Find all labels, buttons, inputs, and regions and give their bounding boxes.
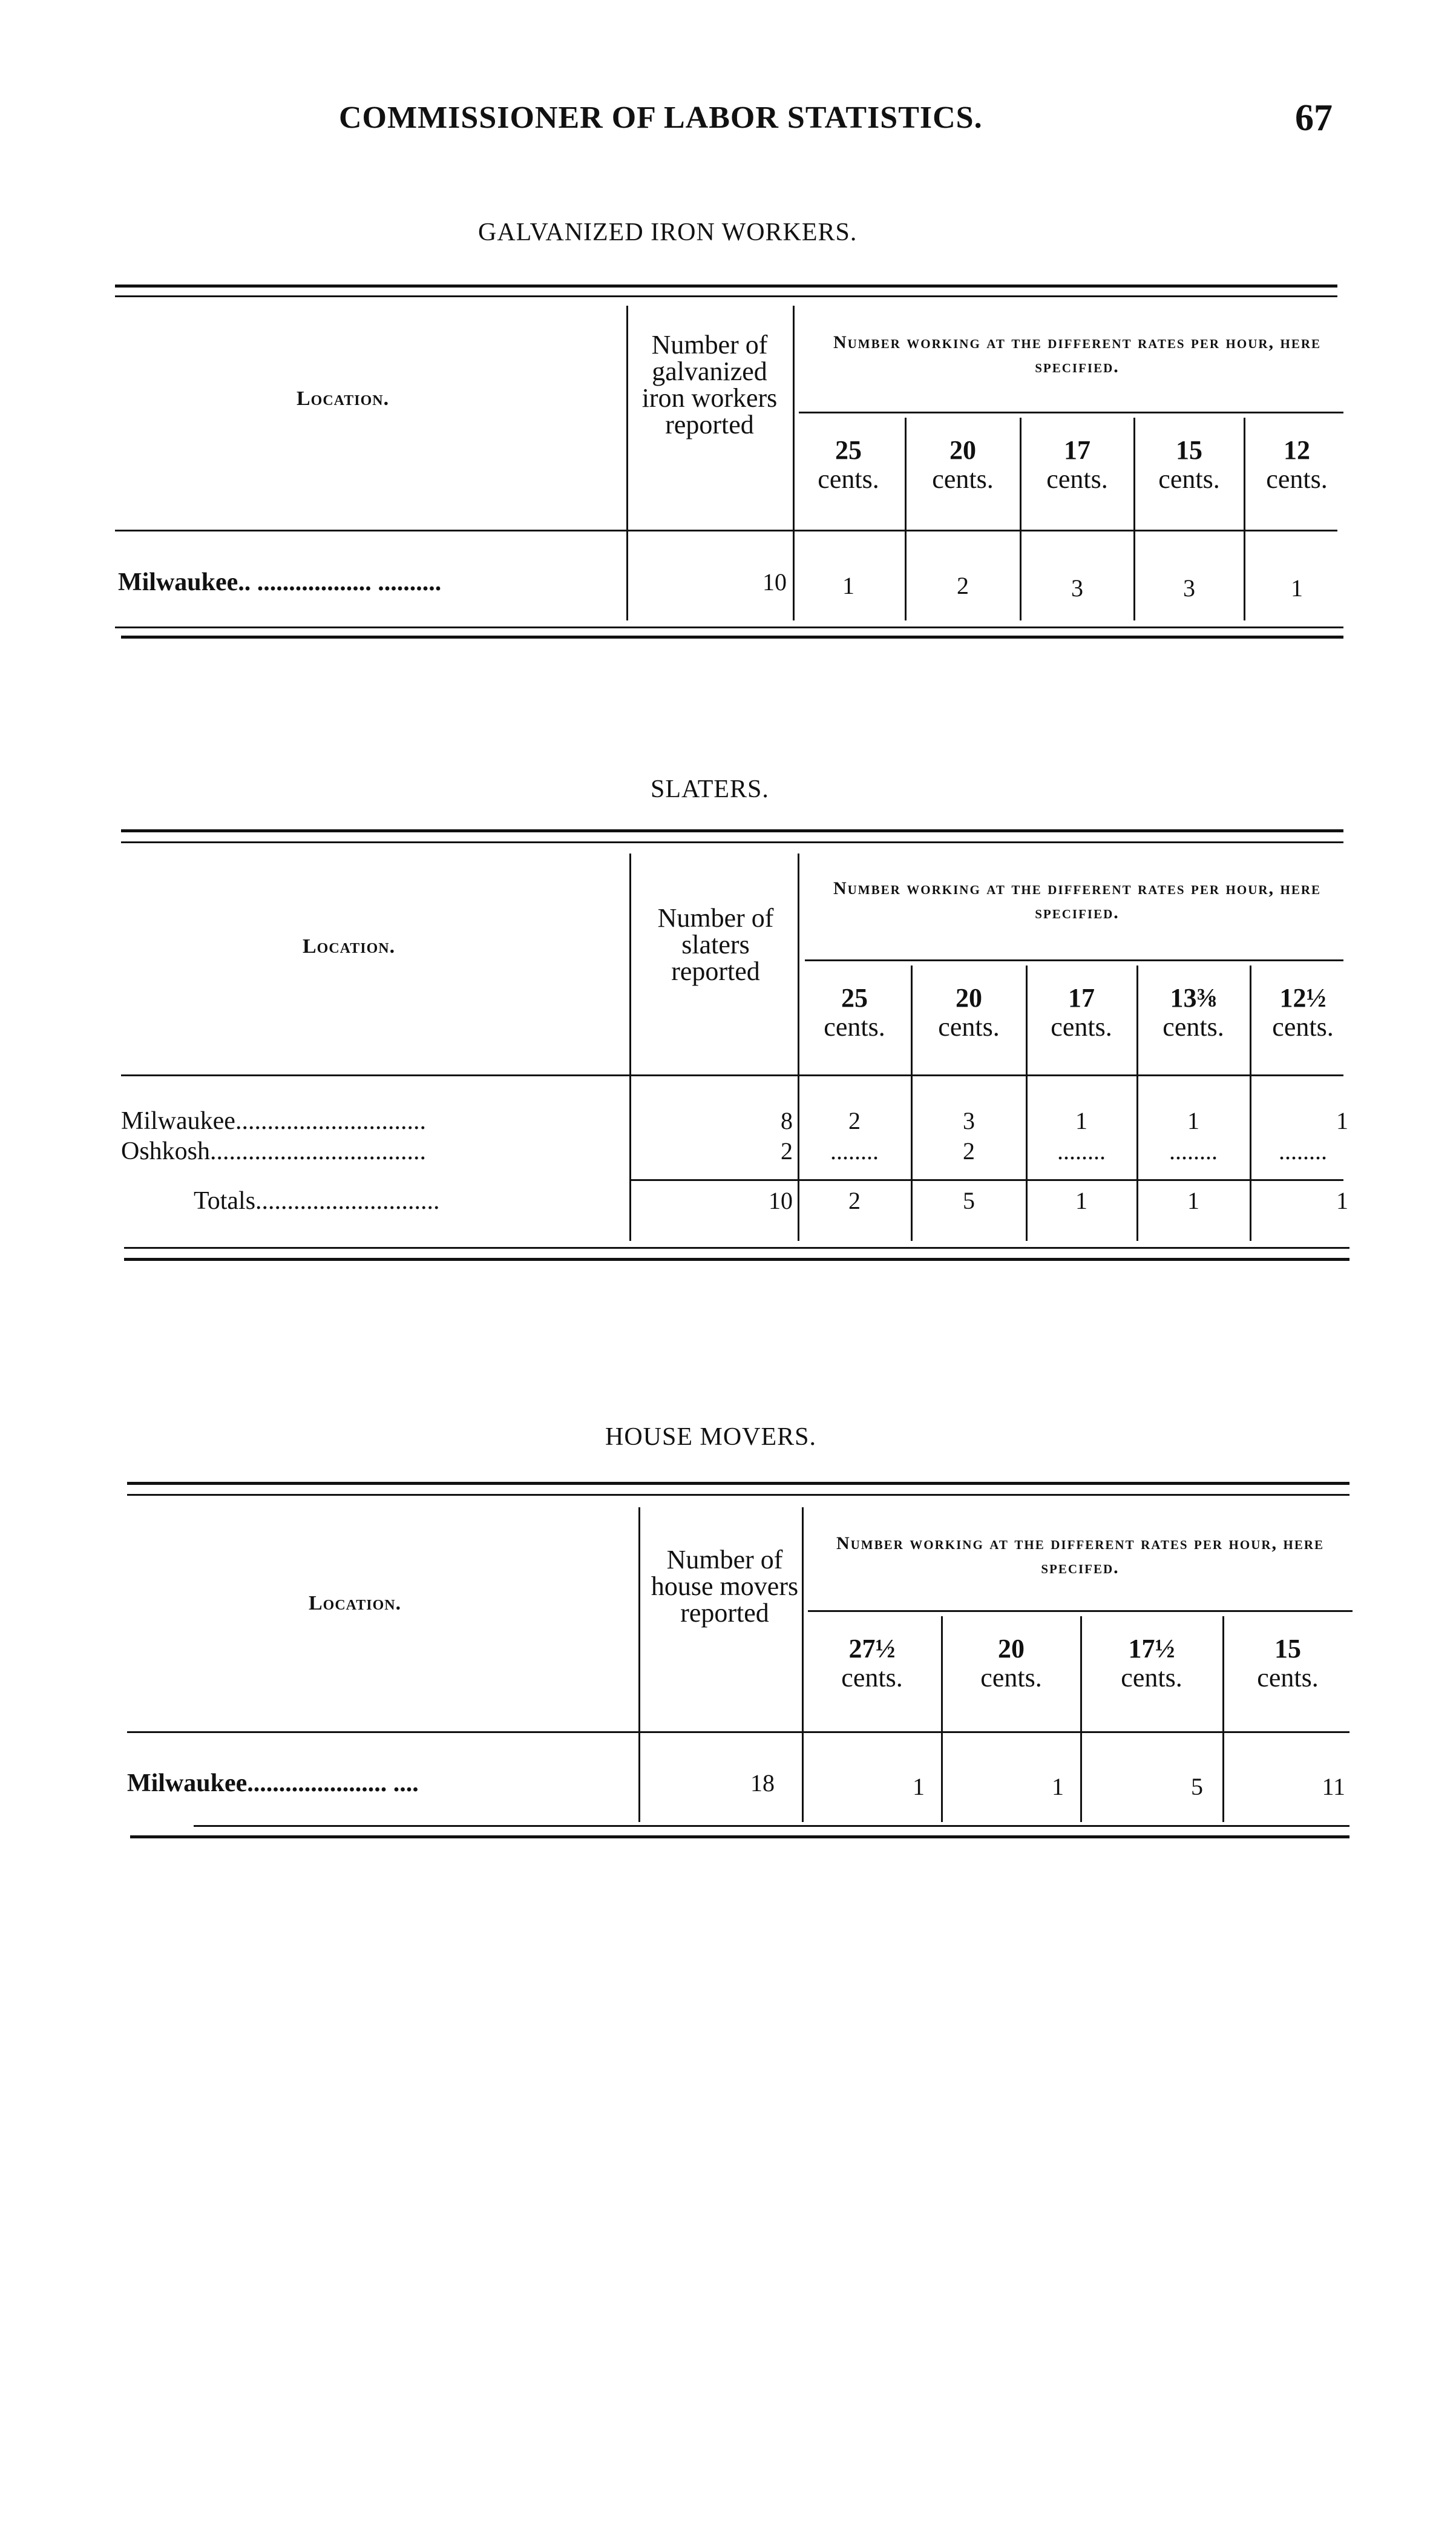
number-reported-cell: 8 bbox=[781, 1107, 793, 1134]
rate-column-5: 12 cents. bbox=[1266, 435, 1328, 494]
count-cell: 1 bbox=[1187, 1107, 1199, 1134]
rate-column-4: 15 cents. bbox=[1158, 435, 1220, 494]
totals-row-label: Totals............................. bbox=[194, 1187, 440, 1215]
count-cell: ........ bbox=[1169, 1137, 1218, 1165]
count-cell: 1 bbox=[1291, 574, 1303, 602]
table-row-label: Milwaukee.............................. bbox=[121, 1107, 426, 1135]
rates-group-header: Number working at the different rates per hour, here specifed. bbox=[836, 1533, 1325, 1577]
count-cell: 1 bbox=[1336, 1107, 1348, 1134]
count-cell: 2 bbox=[848, 1107, 861, 1134]
rate-column-3: 17½ cents. bbox=[1121, 1634, 1182, 1692]
count-cell: 1 bbox=[913, 1773, 925, 1800]
count-cell: 1 bbox=[1075, 1107, 1087, 1134]
slaters-table-title: SLATERS. bbox=[651, 775, 769, 803]
count-cell: 3 bbox=[963, 1107, 975, 1134]
galvanized-table-title: GALVANIZED IRON WORKERS. bbox=[478, 219, 858, 246]
count-cell: ........ bbox=[830, 1137, 879, 1165]
location-header: Location. bbox=[297, 387, 390, 410]
count-cell: 11 bbox=[1322, 1773, 1345, 1800]
location-header: Location. bbox=[309, 1592, 402, 1614]
count-cell: 2 bbox=[957, 572, 969, 599]
rate-column-2: 20 cents. bbox=[938, 983, 1000, 1042]
number-reported-cell: 2 bbox=[781, 1137, 793, 1165]
totals-count-cell: 1 bbox=[1075, 1187, 1087, 1214]
table-row-label: Milwaukee.. .................. .......... bbox=[118, 568, 442, 596]
rate-column-4: 13⅜ cents. bbox=[1163, 983, 1224, 1042]
location-header: Location. bbox=[303, 935, 396, 958]
table-row-label: Oshkosh.................................. bbox=[121, 1137, 427, 1165]
totals-count-cell: 1 bbox=[1187, 1187, 1199, 1214]
number-header: Number of house movers reported bbox=[651, 1545, 799, 1628]
rate-column-1: 25 cents. bbox=[824, 983, 885, 1042]
rate-column-1: 25 cents. bbox=[818, 435, 879, 494]
page-number: 67 bbox=[1295, 97, 1333, 139]
rate-column-3: 17 cents. bbox=[1051, 983, 1112, 1042]
number-header: Number of slaters reported bbox=[657, 903, 774, 986]
rate-column-1: 27½ cents. bbox=[841, 1634, 903, 1692]
rate-column-2: 20 cents. bbox=[980, 1634, 1042, 1692]
count-cell: ........ bbox=[1279, 1137, 1327, 1165]
rate-column-3: 17 cents. bbox=[1046, 435, 1108, 494]
count-cell: 3 bbox=[1071, 574, 1083, 602]
count-cell: 2 bbox=[963, 1137, 975, 1165]
running-head: COMMISSIONER OF LABOR STATISTICS. bbox=[339, 100, 983, 135]
totals-number-cell: 10 bbox=[769, 1187, 793, 1214]
count-cell: 1 bbox=[842, 572, 854, 599]
number-reported-cell: 10 bbox=[762, 568, 787, 596]
count-cell: ........ bbox=[1057, 1137, 1106, 1165]
rate-column-5: 12½ cents. bbox=[1272, 983, 1334, 1042]
table-row-label: Milwaukee...................... .... bbox=[127, 1769, 419, 1797]
totals-count-cell: 2 bbox=[848, 1187, 861, 1214]
count-cell: 3 bbox=[1183, 574, 1195, 602]
totals-count-cell: 1 bbox=[1336, 1187, 1348, 1214]
rates-group-header: Number working at the different rates per hour, here specified. bbox=[833, 878, 1322, 923]
count-cell: 5 bbox=[1191, 1773, 1203, 1800]
rates-group-header: Number working at the different rates per hour, here specified. bbox=[833, 332, 1322, 377]
rate-column-2: 20 cents. bbox=[932, 435, 994, 494]
number-header: Number of galvanized iron workers reported bbox=[641, 330, 778, 439]
rate-column-4: 15 cents. bbox=[1257, 1634, 1319, 1692]
count-cell: 1 bbox=[1052, 1773, 1064, 1800]
house-movers-table-title: HOUSE MOVERS. bbox=[605, 1423, 817, 1451]
number-reported-cell: 18 bbox=[750, 1769, 775, 1797]
totals-count-cell: 5 bbox=[963, 1187, 975, 1214]
